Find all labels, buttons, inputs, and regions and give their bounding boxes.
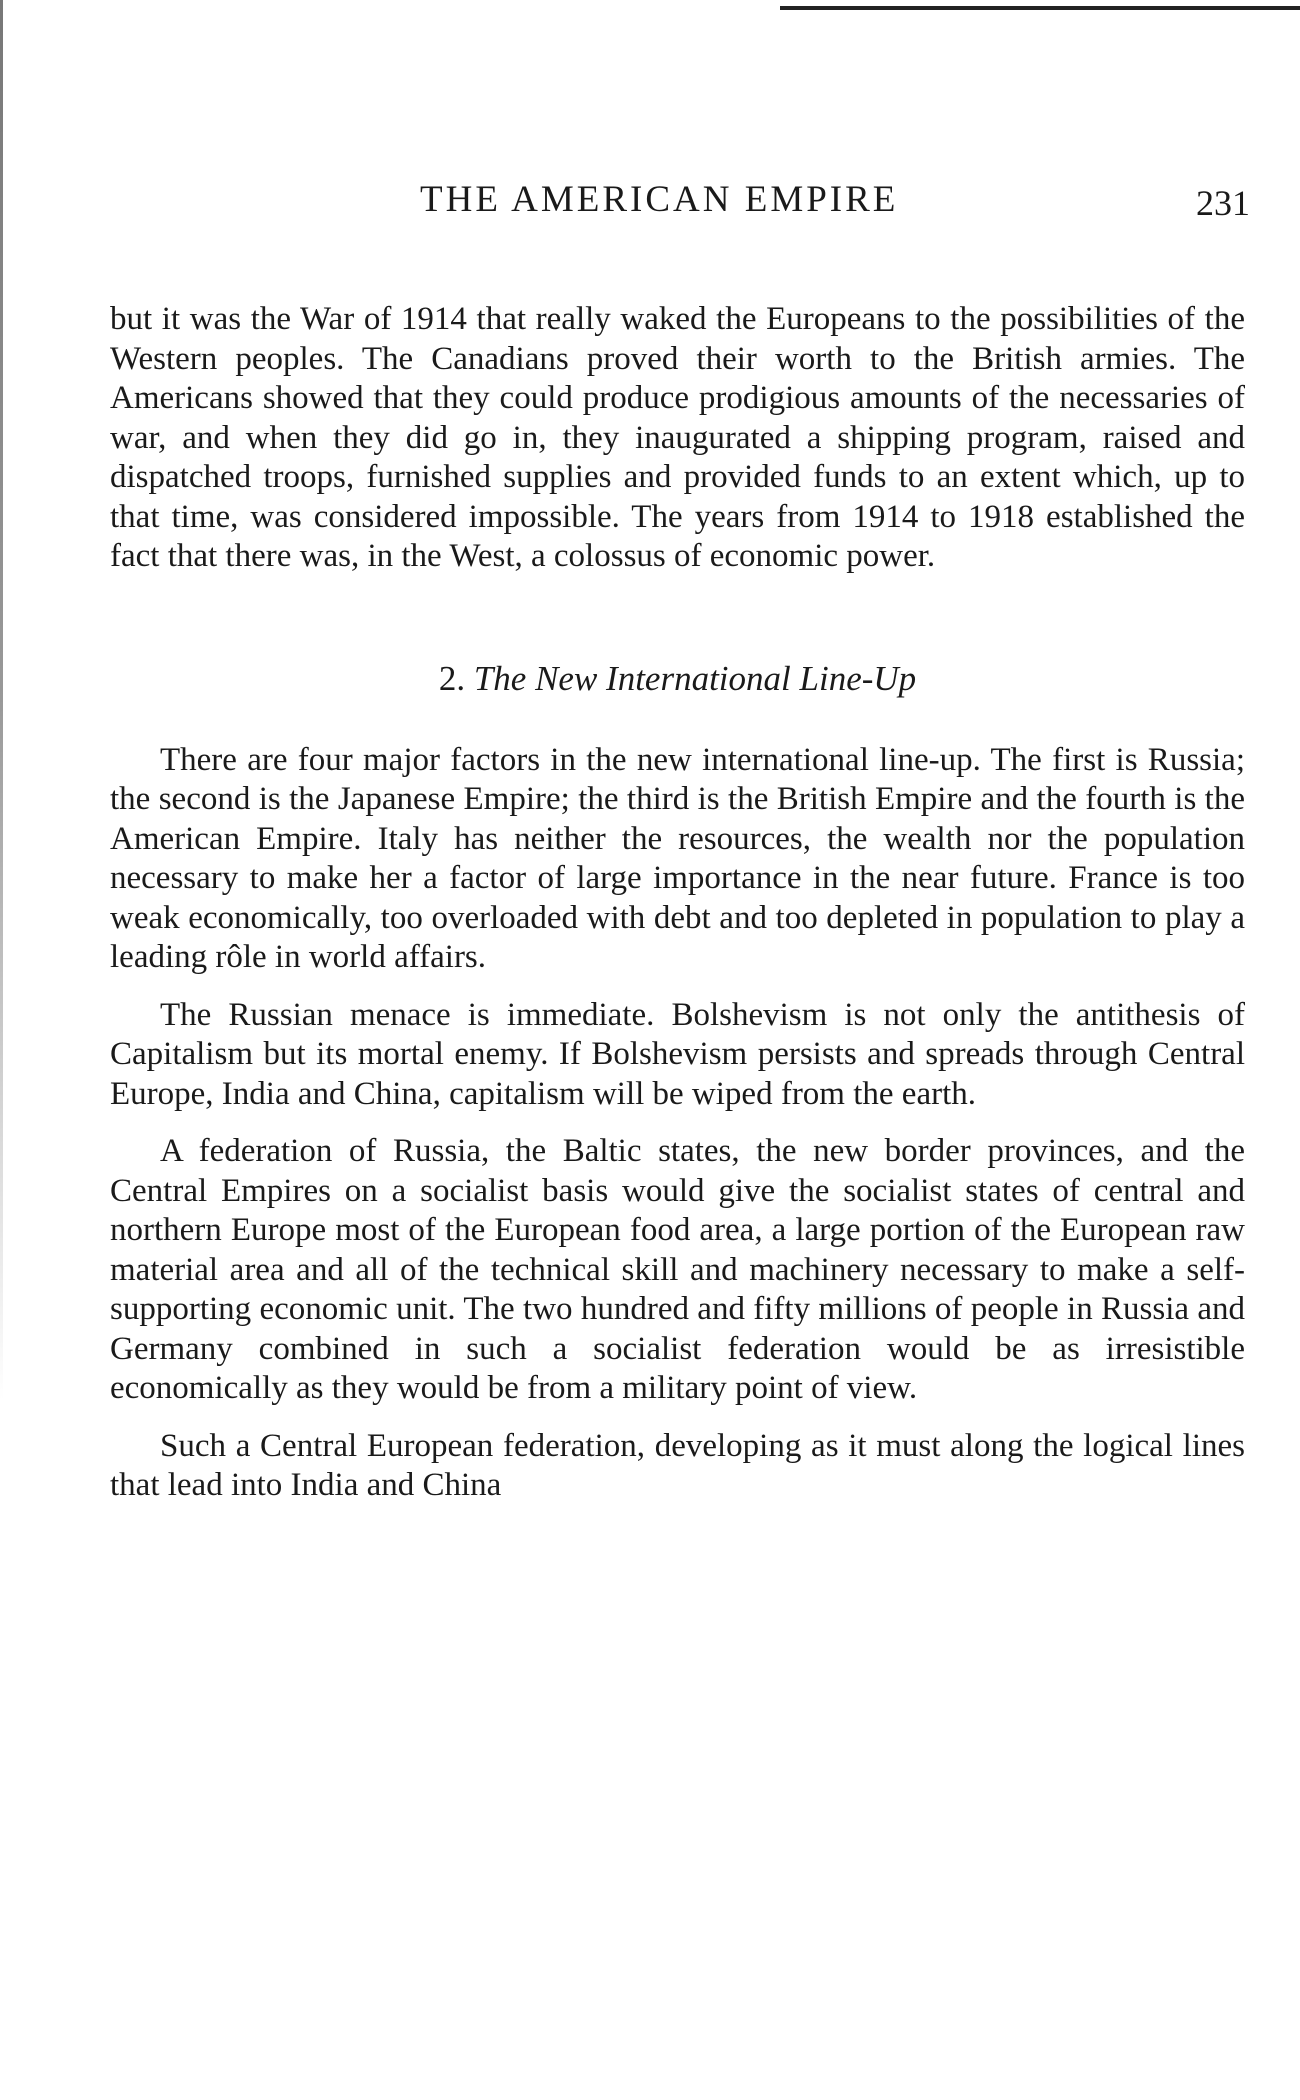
paragraph: A federation of Russia, the Baltic states, the new border provinces, and the Central Empires on a socialist basis would give the socialist states of central and northern Europe most of the European food area, a large portion of the European raw material area and all of the technical skill and machinery necessary to make a self-supporting economic unit. The two hundred and fifty millions of people in Russia and Germany combined in such a socialist federation would be as irresistible economically as they would be from a military point of view. (110, 1133, 1245, 1406)
top-rule (780, 6, 1300, 10)
running-head (140, 178, 1250, 228)
section-heading (110, 659, 1245, 699)
paragraph: There are four major factors in the new international line-up. The first is Russia; the second is the Japanese Empire; the third is the British Empire and the fourth is the American Empire. Italy has neither the resources, the wealth nor the population necessary to make her a factor of large importance in the near future. France is too weak economically, too overloaded with debt and too depleted in population to play a leading rôle in world affairs. (110, 741, 1245, 975)
section-title: The New International Line-Up (473, 658, 917, 698)
paragraph: The Russian menace is immediate. Bolshevism is not only the antithesis of Capitalism but its mortal enemy. If Bolshevism persists and spreads through Central Europe, India and China, capitalism will be wiped from the earth. (110, 996, 1245, 1112)
scan-edge-shadow (0, 0, 3, 1400)
paragraph-continued: but it was the War of 1914 that really waked the Europeans to the possibilities of the Western peoples. The Canadians proved their worth to the British armies. The Americans showed that they could produce prodigious amounts of the necessaries of war, and when they did go in, they inaugurated a shipping program, raised and dispatched troops, furnished supplies and provided funds to an extent which, up to that time, was considered impossible. The years from 1914 to 1918 established the fact that there was, in the West, a colossus of economic power. (110, 301, 1245, 574)
body-text (110, 300, 1245, 1506)
running-title: THE AMERICAN EMPIRE (420, 179, 899, 220)
page-number: 231 (1196, 183, 1250, 223)
paragraph: Such a Central European federation, developing as it must along the logical lines that lead into India and China (110, 1427, 1245, 1503)
section-number: 2. (438, 658, 466, 698)
